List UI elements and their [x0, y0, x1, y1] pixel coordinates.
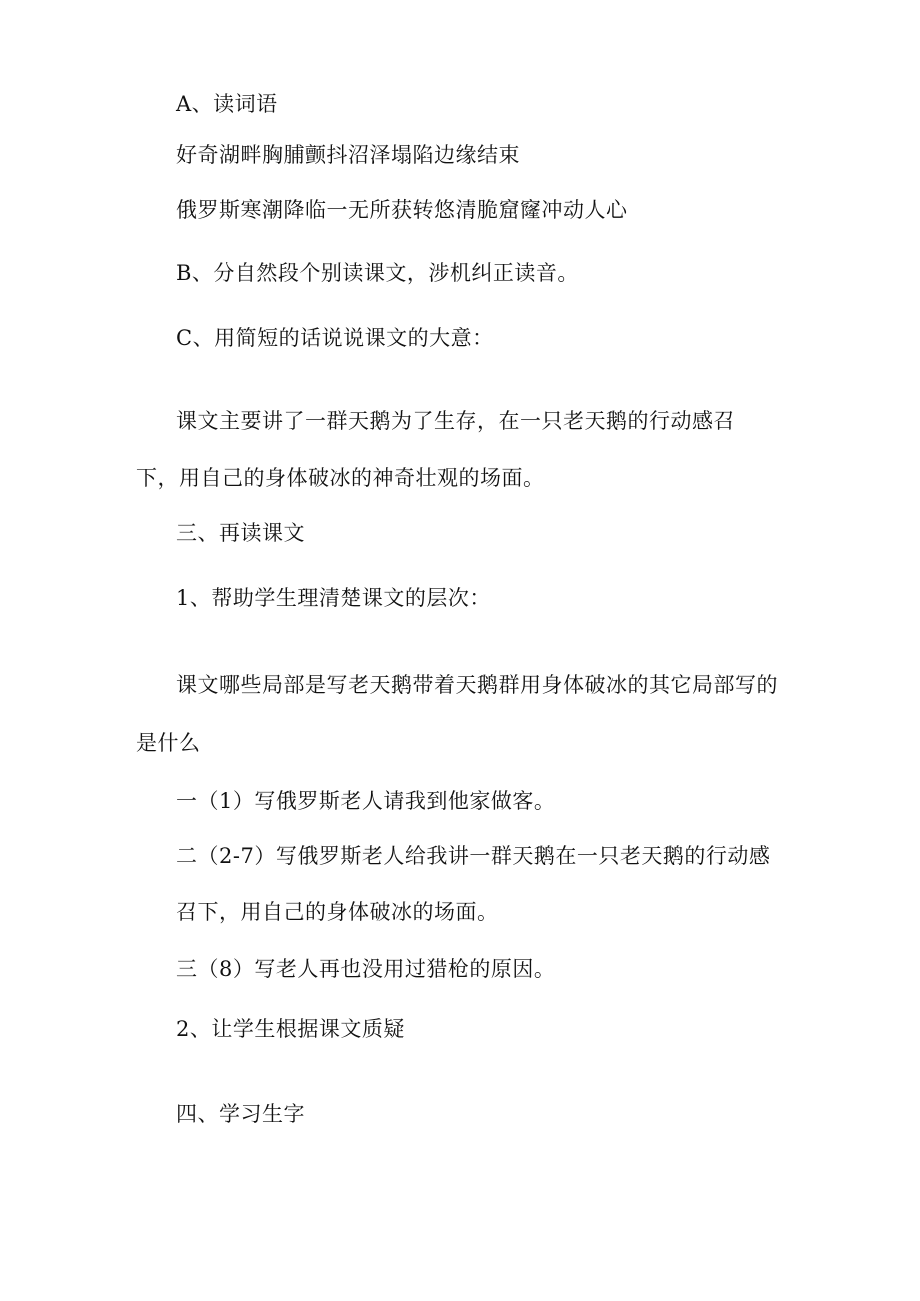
question-paragraph-line-2: 是什么	[136, 731, 201, 755]
word-list-1: 好奇湖畔胸脯颤抖沼泽塌陷边缘结束	[176, 143, 520, 167]
step-b-reading: B、分自然段个别读课文，涉机纠正读音。	[176, 261, 579, 285]
heading-a-read-words: A、读词语	[176, 92, 278, 116]
word-list-2: 俄罗斯寒潮降临一无所获转悠清脆窟窿冲动人心	[176, 198, 628, 222]
part-two-line-1: 二（2-7）写俄罗斯老人给我讲一群天鹅在一只老天鹅的行动感	[176, 844, 771, 868]
item-2-questions: 2、让学生根据课文质疑	[176, 1017, 405, 1041]
part-three: 三（8）写老人再也没用过猎枪的原因。	[176, 957, 556, 981]
part-one: 一（1）写俄罗斯老人请我到他家做客。	[176, 789, 556, 813]
item-1-structure: 1、帮助学生理清楚课文的层次：	[176, 586, 491, 610]
question-paragraph-line-1: 课文哪些局部是写老天鹅带着天鹅群用身体破冰的其它局部写的	[176, 673, 778, 697]
part-two-line-2: 召下，用自己的身体破冰的场面。	[176, 900, 499, 924]
summary-paragraph-line-2: 下，用自己的身体破冰的神奇壮观的场面。	[136, 466, 545, 490]
section-four-heading: 四、学习生字	[176, 1102, 305, 1126]
section-three-heading: 三、再读课文	[176, 521, 305, 545]
summary-paragraph-line-1: 课文主要讲了一群天鹅为了生存，在一只老天鹅的行动感召	[176, 409, 735, 433]
step-c-summary: C、用简短的话说说课文的大意：	[176, 326, 494, 350]
